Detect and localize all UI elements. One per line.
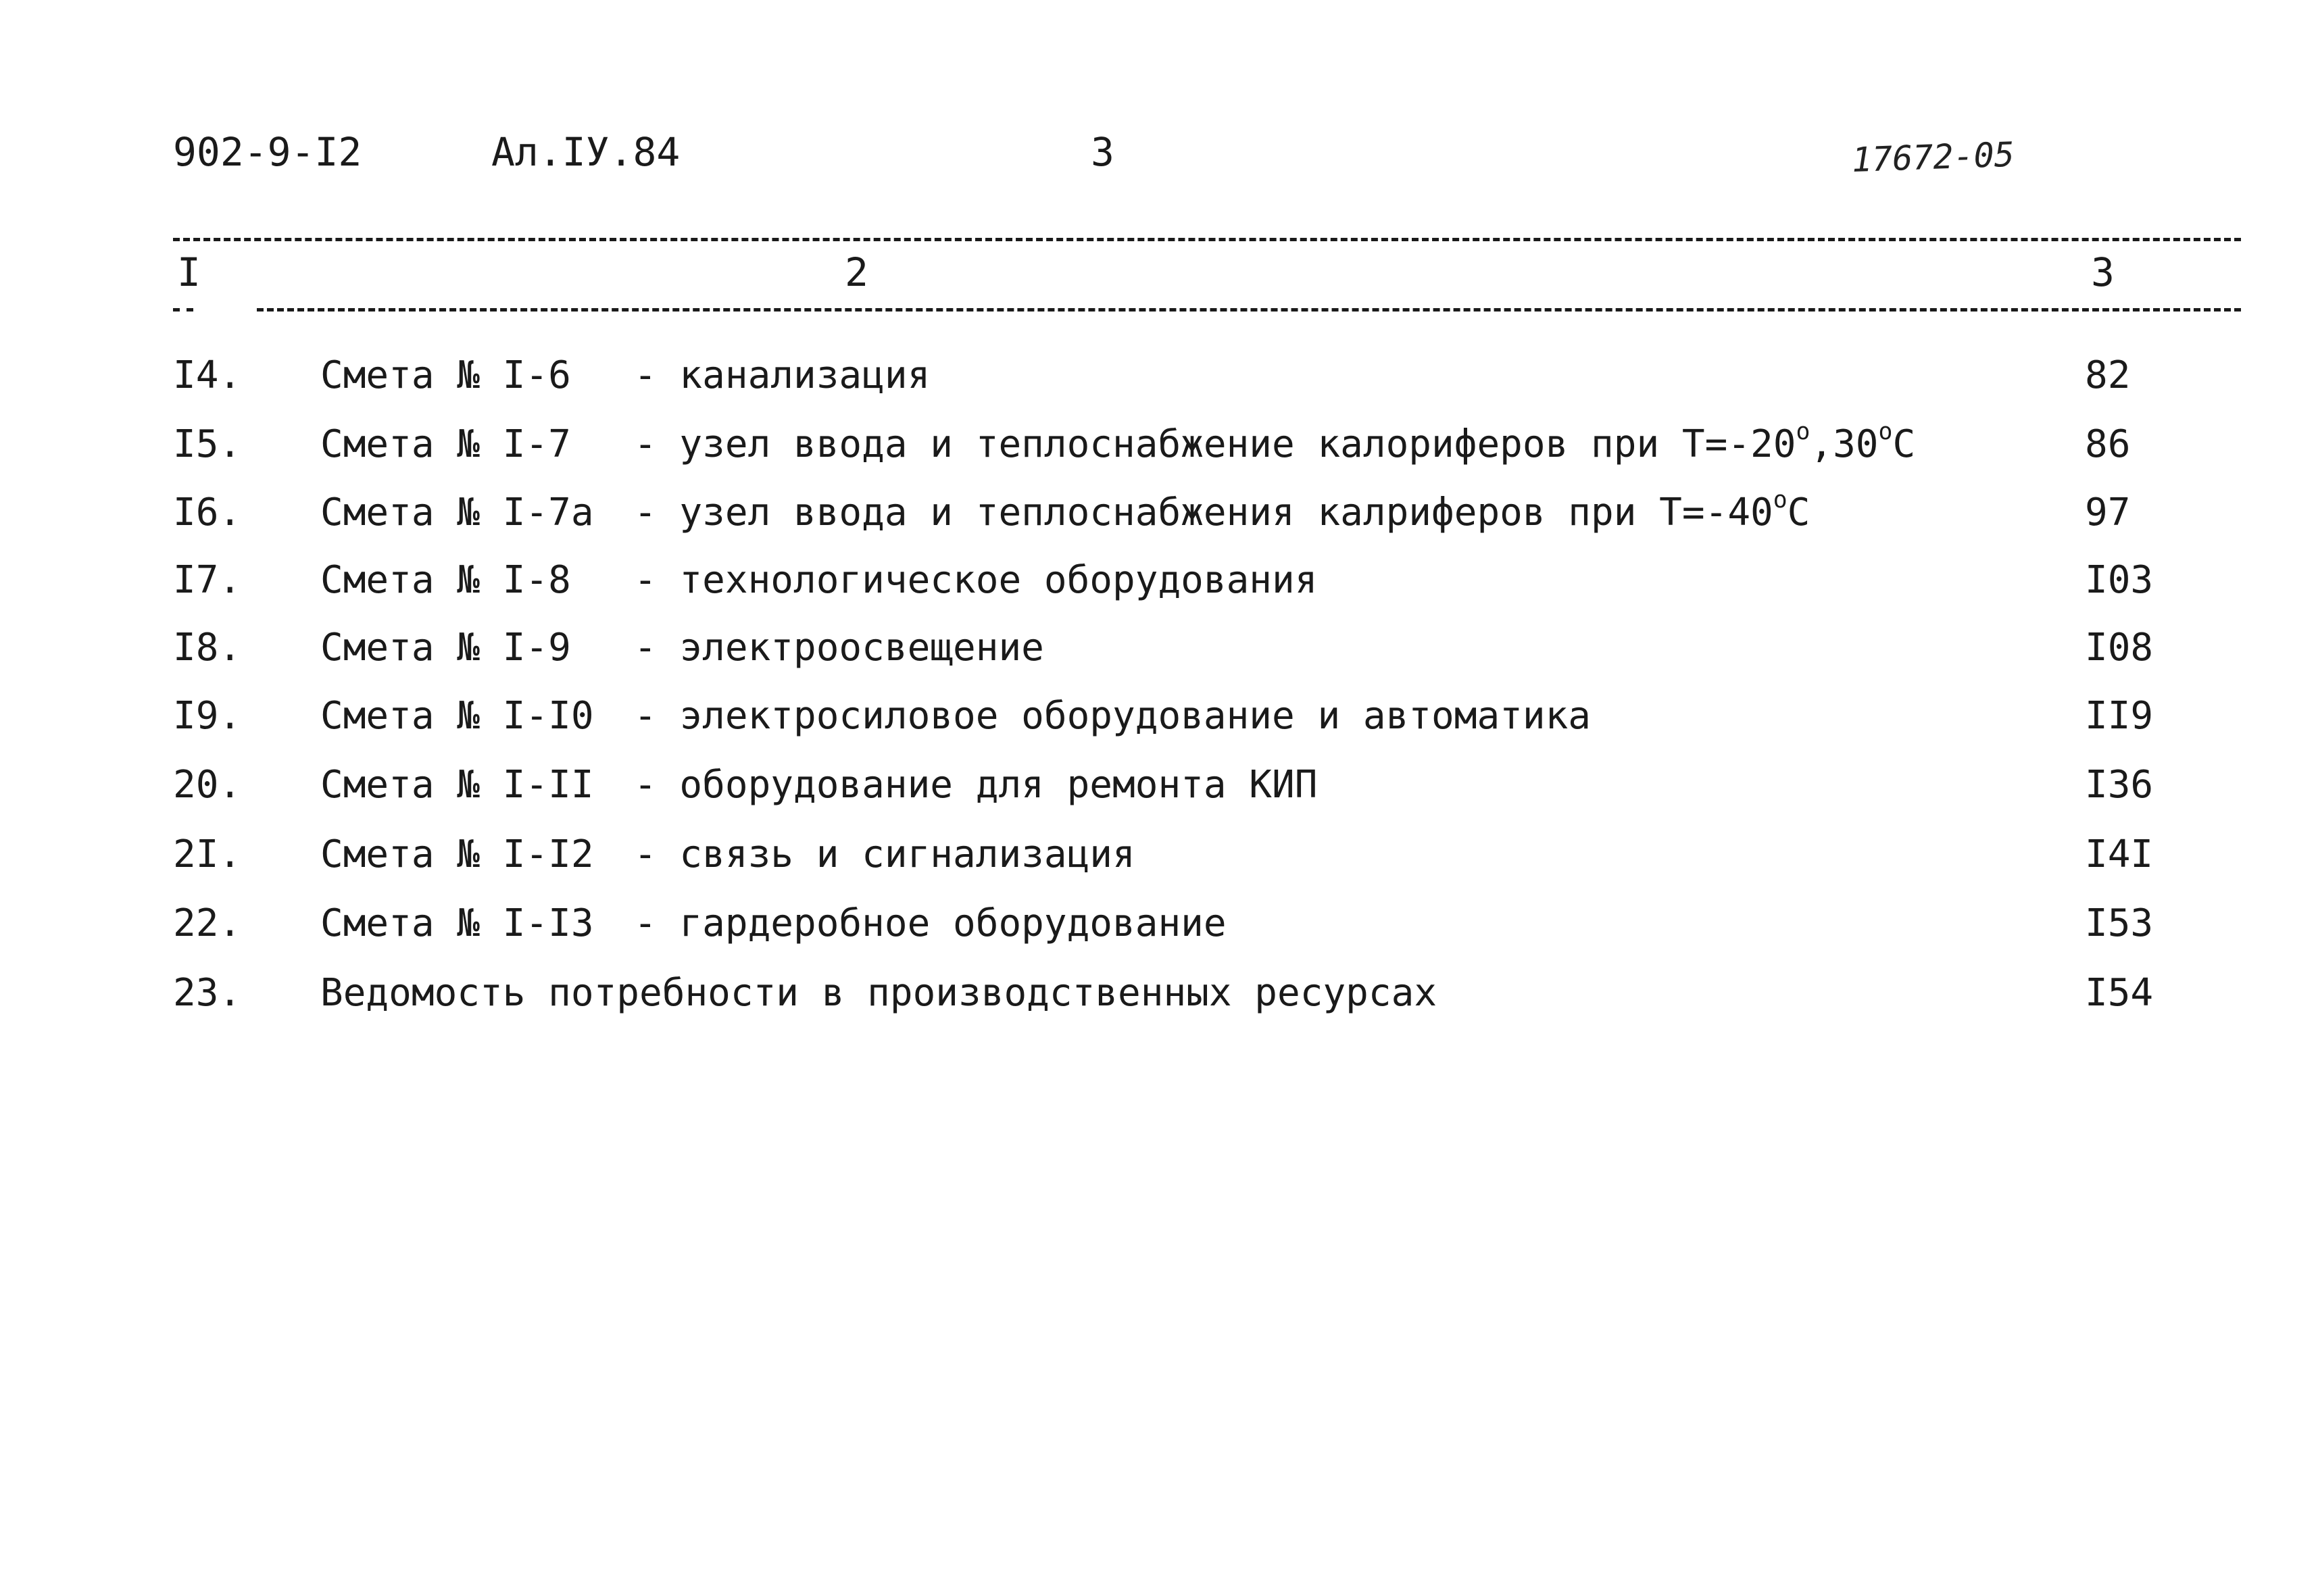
estimate-description: - технологическое оборудования xyxy=(634,558,1318,602)
row-number: 23. xyxy=(173,971,242,1015)
row-number: I7. xyxy=(173,558,242,602)
table-row xyxy=(0,626,2316,683)
estimate-description: - оборудование для ремонта КИП xyxy=(634,763,1318,807)
table-row xyxy=(0,486,2316,548)
column-header-2: 2 xyxy=(845,249,868,295)
degree-sign: o xyxy=(1773,486,1788,514)
page-reference: I03 xyxy=(2085,558,2154,602)
table-row xyxy=(0,558,2316,616)
row-number: I4. xyxy=(173,353,242,397)
estimate-description: - узел ввода и теплоснабжение калориферов при $Т=-20^o,30^oC$ xyxy=(634,418,1916,466)
estimate-description: - канализация xyxy=(634,353,931,397)
table-row xyxy=(0,353,2316,411)
row-number: 20. xyxy=(173,763,242,807)
estimate-name: Смета № I-I3 xyxy=(320,901,594,945)
row-number: 22. xyxy=(173,901,242,945)
page-reference: I54 xyxy=(2085,971,2154,1015)
page-reference: I4I xyxy=(2085,832,2154,876)
column-header-1: I xyxy=(177,249,201,295)
estimate-description: - связь и сигнализация xyxy=(634,832,1135,876)
page-reference: 86 xyxy=(2085,422,2131,466)
row-number: 2I. xyxy=(173,832,242,876)
estimate-description: - гардеробное оборудование xyxy=(634,901,1227,945)
estimate-name: Смета № I-6 xyxy=(320,353,571,397)
table-row xyxy=(0,901,2316,959)
column-header-3: 3 xyxy=(2091,249,2115,295)
estimate-name: Смета № I-7 xyxy=(320,422,571,466)
estimate-name: Смета № I-I2 xyxy=(320,832,594,876)
column-one-dash xyxy=(173,308,193,311)
document-code: 17672-05 xyxy=(1850,134,2015,180)
table-row xyxy=(0,418,2316,480)
page-number: 3 xyxy=(1091,129,1114,175)
page-reference: I36 xyxy=(2085,763,2154,807)
estimate-name: Смета № I-8 xyxy=(320,558,571,602)
row-number: I8. xyxy=(173,626,242,670)
album-number: Ал.IУ.84 xyxy=(491,129,681,175)
resource-statement-title: Ведомость потребности в производственных ресурсах xyxy=(320,971,1437,1015)
series-number: 902-9-I2 xyxy=(173,129,362,175)
top-dashed-rule xyxy=(173,238,2241,241)
estimate-description: - электросиловое оборудование и автоматика xyxy=(634,694,1592,738)
table-row xyxy=(0,694,2316,751)
table-row xyxy=(0,763,2316,820)
degree-sign: o xyxy=(1796,418,1810,445)
estimate-name: Смета № I-II xyxy=(320,763,594,807)
estimate-name: Смета № I-7а xyxy=(320,491,594,534)
page-reference: II9 xyxy=(2085,694,2154,738)
row-number: I6. xyxy=(173,491,242,534)
estimate-name: Смета № I-I0 xyxy=(320,694,594,738)
table-row xyxy=(0,832,2316,890)
table-row xyxy=(0,971,2316,1028)
page-reference: I08 xyxy=(2085,626,2154,670)
page-reference: 97 xyxy=(2085,491,2131,534)
degree-sign: o xyxy=(1878,418,1893,445)
page-reference: 82 xyxy=(2085,353,2131,397)
estimate-name: Смета № I-9 xyxy=(320,626,571,670)
row-number: I9. xyxy=(173,694,242,738)
row-number: I5. xyxy=(173,422,242,466)
bottom-dashed-rule xyxy=(257,308,2241,311)
estimate-description: - электроосвещение xyxy=(634,626,1044,670)
page-reference: I53 xyxy=(2085,901,2154,945)
estimate-description: - узел ввода и теплоснабжения калриферов при $Т=-40^oC$ xyxy=(634,486,1810,534)
